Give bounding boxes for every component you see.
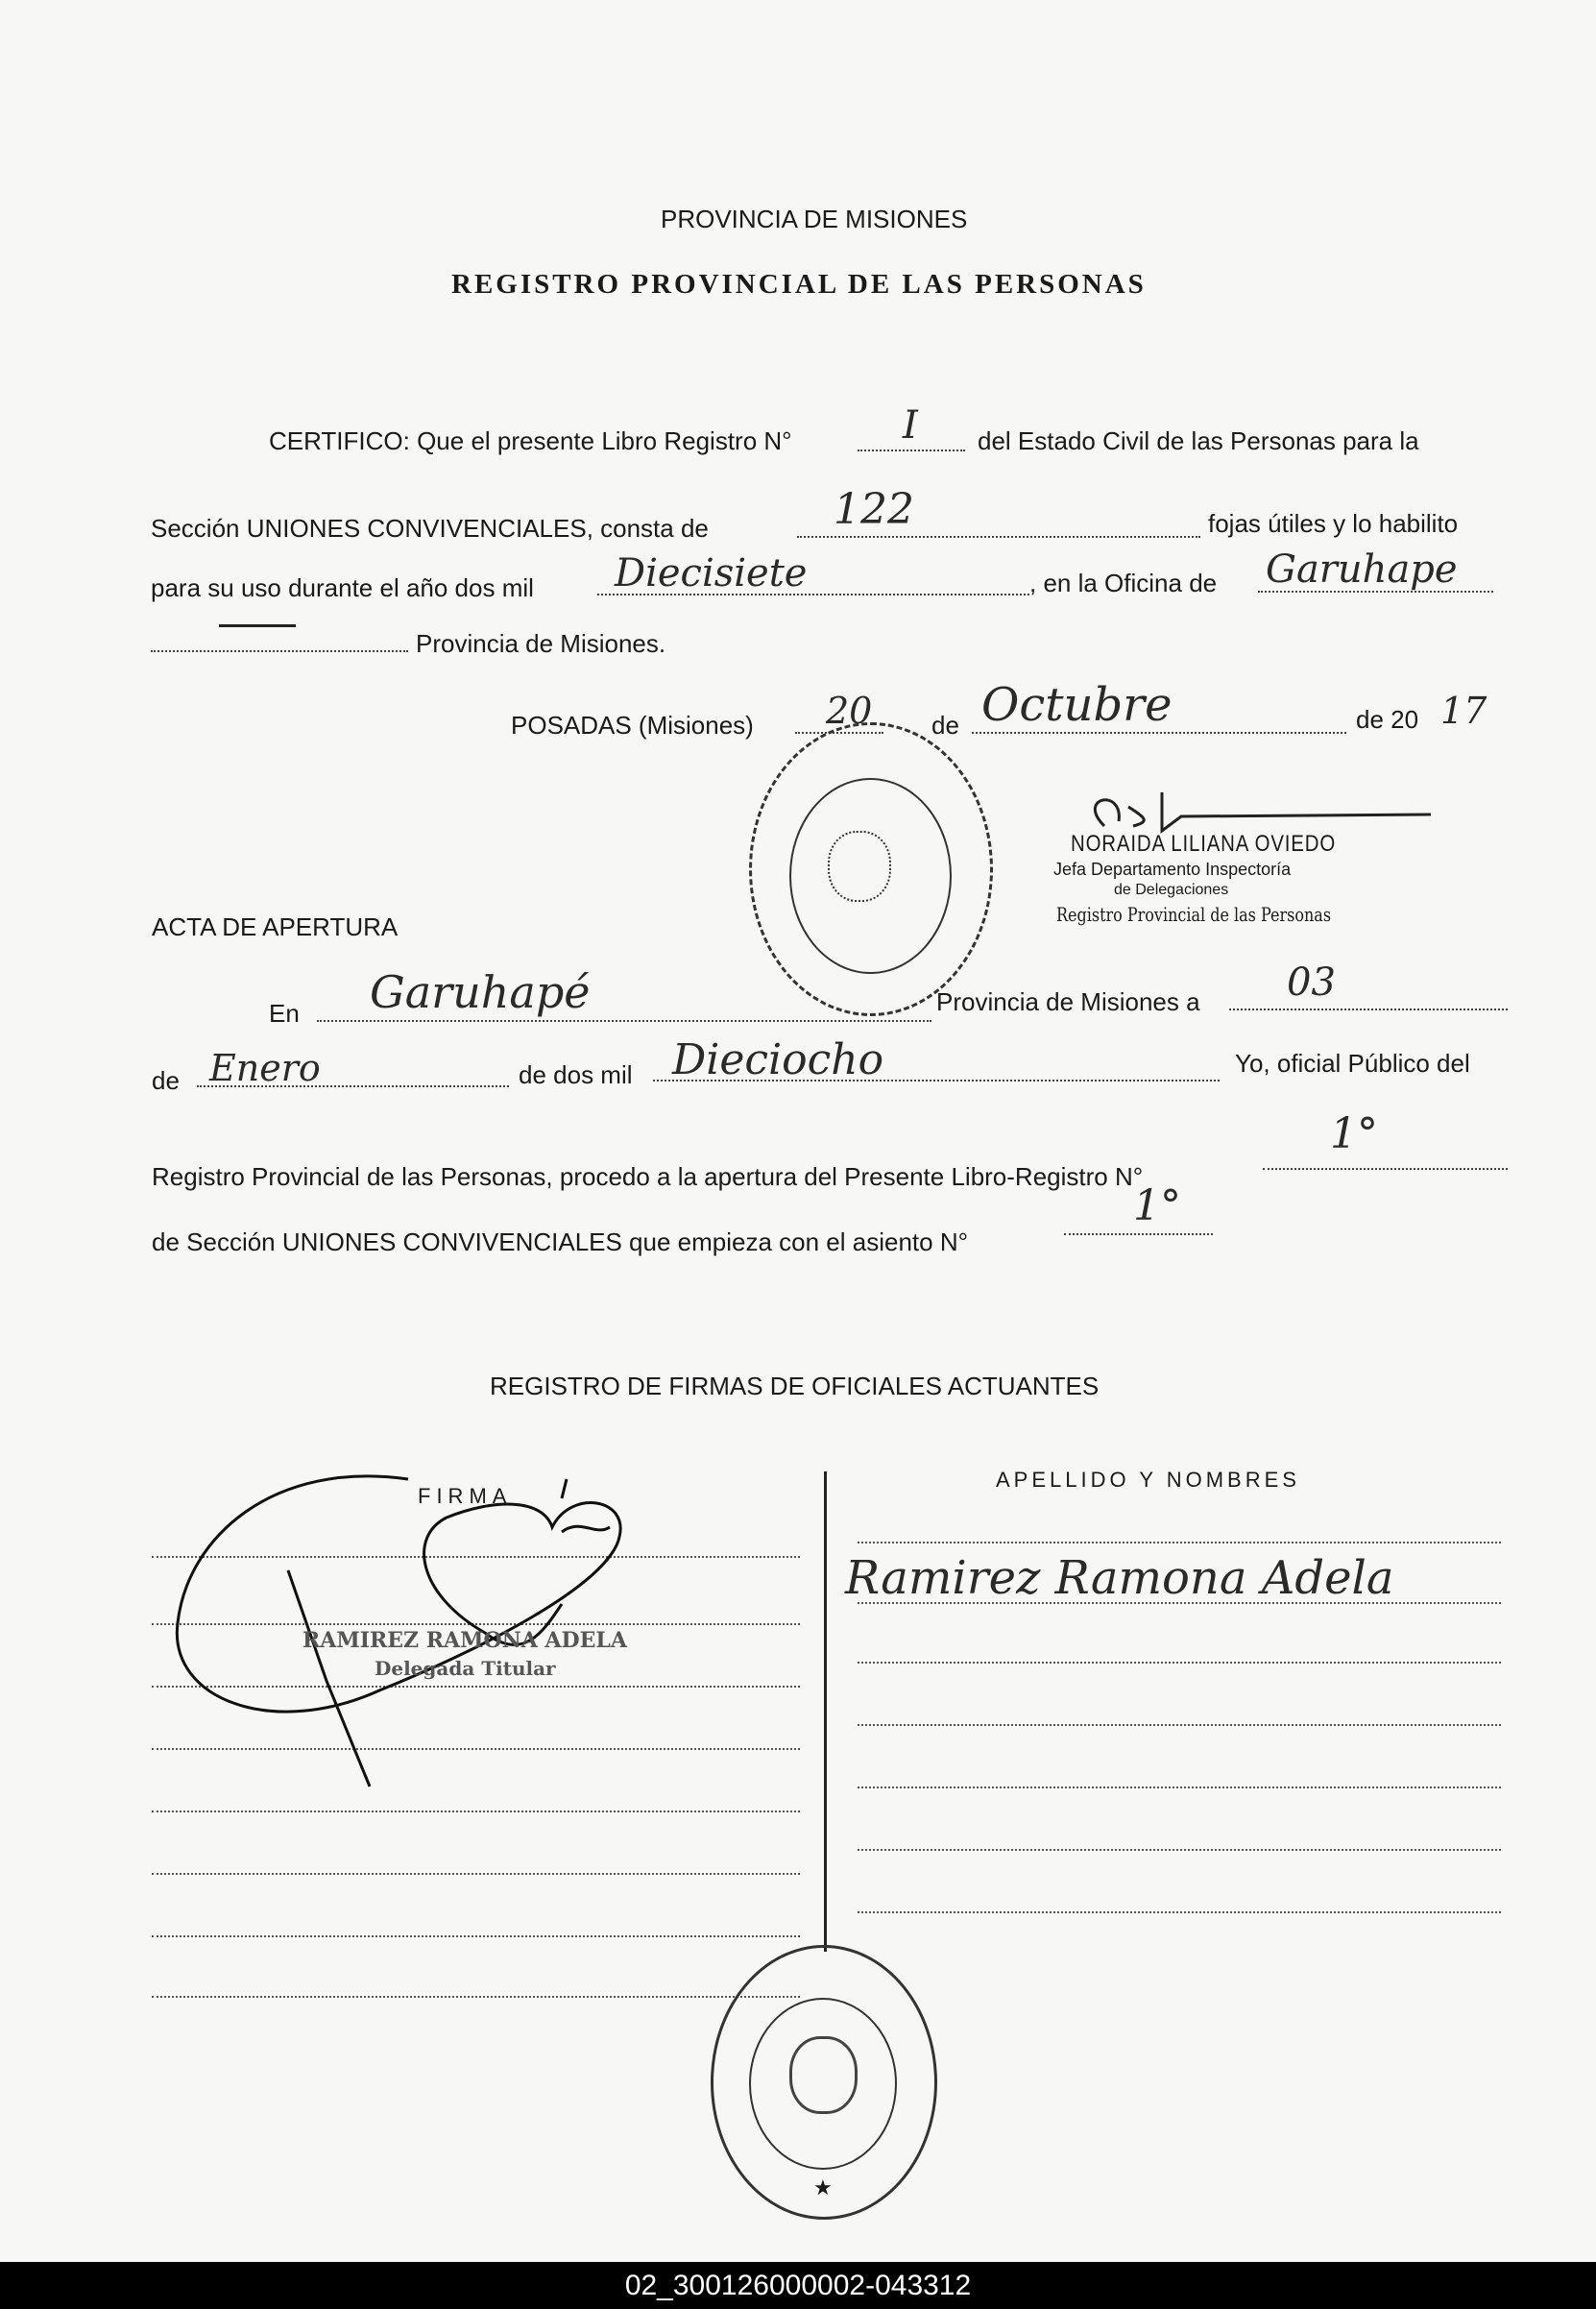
nombre-row-line	[858, 1911, 1501, 1913]
official-title-1: Jefa Departamento Inspectoría	[1053, 860, 1292, 879]
acta-libro-hand: 1°	[1330, 1109, 1378, 1158]
nombre-row-line	[858, 1662, 1501, 1664]
seal-emblem-icon	[828, 831, 891, 902]
firmas-title: REGISTRO DE FIRMAS DE OFICIALES ACTUANTES	[490, 1372, 1100, 1400]
office-hand: Garuhape	[1266, 547, 1458, 592]
officer-stamp-role: Delegada Titular	[375, 1657, 556, 1680]
firma-row-line	[152, 1873, 800, 1875]
certificate-line4: Provincia de Misiones.	[416, 629, 666, 658]
date-year-label: de 20	[1356, 705, 1419, 734]
column-divider	[824, 1471, 827, 1952]
acta-title: ACTA DE APERTURA	[152, 912, 399, 941]
dotted-field	[1229, 993, 1508, 1010]
certificate-line3-a: para su uso durante el año dos mil	[151, 573, 534, 602]
nombre-row-line	[858, 1849, 1501, 1851]
acta-provincia: Provincia de Misiones a	[936, 987, 1200, 1016]
certificate-line2-a: Sección UNIONES CONVIVENCIALES, consta de	[151, 514, 709, 543]
acta-year-hand: Dieciocho	[672, 1035, 884, 1084]
officer-stamp-name: RAMIREZ RAMONA ADELA	[302, 1628, 627, 1653]
date-year-hand: 17	[1440, 690, 1487, 732]
libro-number-hand: I	[903, 403, 918, 448]
underline-mark	[219, 624, 296, 627]
nombre-row-line	[858, 1724, 1501, 1726]
firma-row-line	[152, 1935, 800, 1937]
firma-row-line	[152, 1811, 800, 1812]
acta-line4: de Sección UNIONES CONVIVENCIALES que empieza con el asiento N°	[152, 1227, 969, 1256]
official-title-3: Registro Provincial de las Personas	[1056, 903, 1332, 926]
year-hand: Diecisiete	[615, 551, 808, 595]
official-title-2: de Delegaciones	[1114, 882, 1229, 898]
acta-place-hand: Garuhapé	[370, 966, 591, 1018]
acta-en: En	[269, 999, 300, 1028]
firma-row-line	[152, 1996, 800, 1998]
province-heading: PROVINCIA DE MISIONES	[661, 205, 968, 233]
seal-emblem-icon	[789, 2036, 858, 2114]
document-id-bar: 02_300126000002-043312	[0, 2262, 1596, 2309]
acta-yo: Yo, oficial Público del	[1235, 1049, 1470, 1078]
acta-de: de	[152, 1066, 180, 1095]
certificate-line3-b: , en la Oficina de	[1029, 569, 1218, 597]
acta-month-hand: Enero	[209, 1047, 321, 1089]
certificate-line1-a: CERTIFICO: Que el presente Libro Registro N°	[269, 426, 792, 455]
certificate-line2-b: fojas útiles y lo habilito	[1208, 509, 1459, 538]
fojas-hand: 122	[834, 485, 914, 534]
acta-line3: Registro Provincial de las Personas, procedo a la apertura del Presente Libro-Registro N°	[152, 1162, 1144, 1191]
dotted-field	[1263, 1153, 1508, 1170]
dotted-field	[151, 637, 408, 652]
acta-day-hand: 03	[1287, 960, 1336, 1005]
date-day-hand: 20	[826, 690, 873, 732]
seal-star-icon: ★	[813, 2175, 833, 2200]
nombre-row-line	[858, 1542, 1501, 1543]
col-nombres-header: APELLIDO Y NOMBRES	[996, 1468, 1300, 1492]
registry-heading: REGISTRO PROVINCIAL DE LAS PERSONAS	[451, 269, 1147, 300]
date-place: POSADAS (Misiones)	[511, 711, 754, 740]
date-month-hand: Octubre	[981, 678, 1173, 732]
date-de: de	[931, 711, 959, 740]
certificate-line1-b: del Estado Civil de las Personas para la	[978, 426, 1419, 455]
col-firma-header: FIRMA	[418, 1484, 513, 1508]
acta-asiento-hand: 1°	[1133, 1181, 1181, 1230]
official-name: NORAIDA LILIANA OVIEDO	[1071, 831, 1337, 857]
nombre-row-line	[858, 1786, 1501, 1788]
signer-name-hand: Ramirez Ramona Adela	[845, 1551, 1394, 1605]
acta-dos-mil: de dos mil	[519, 1060, 633, 1089]
